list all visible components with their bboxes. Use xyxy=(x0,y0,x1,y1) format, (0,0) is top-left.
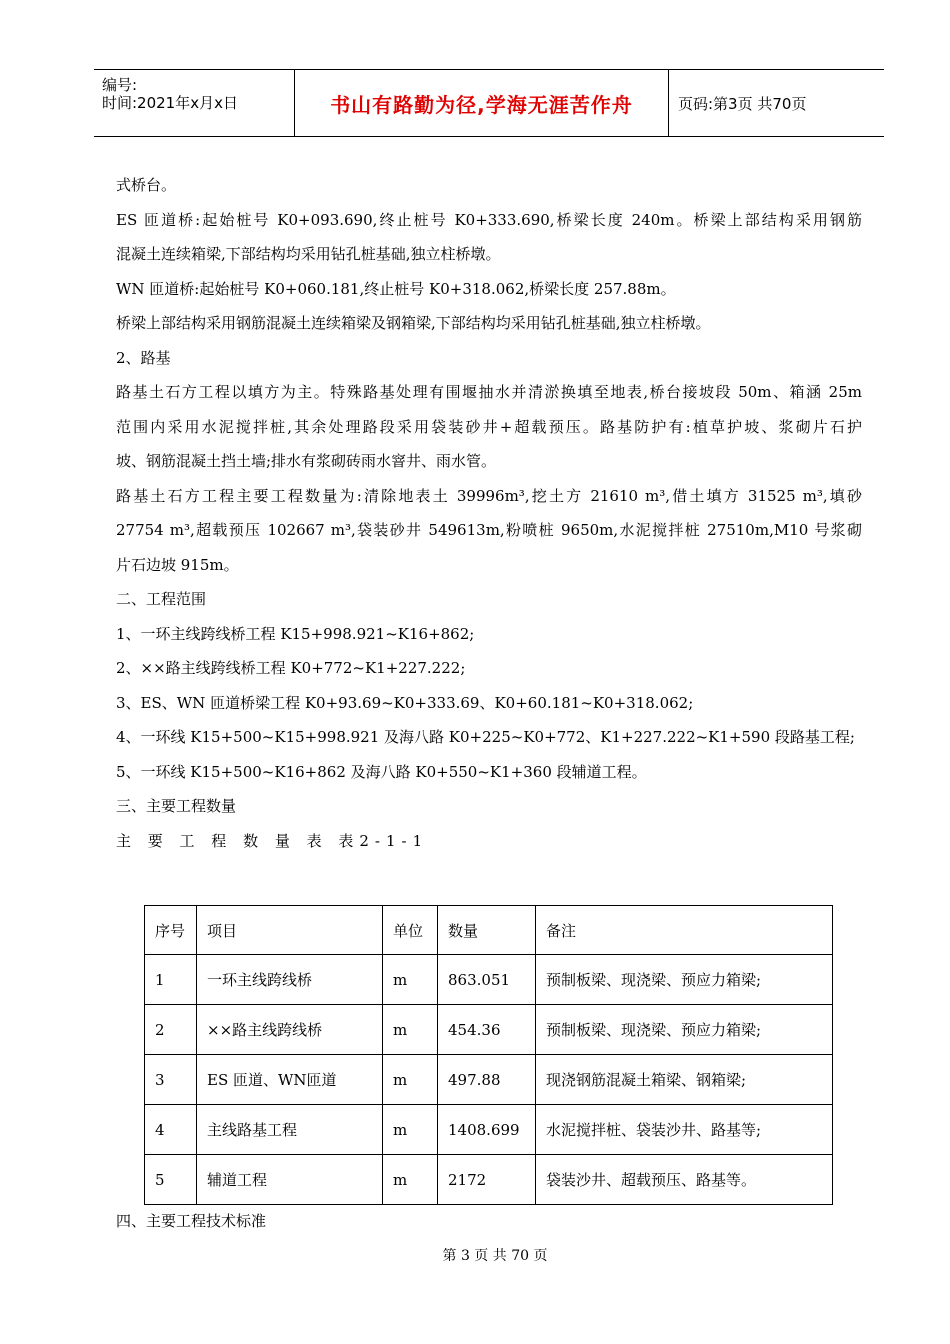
page-label: 页码:第3页 共70页 xyxy=(678,94,807,113)
table-cell: 袋装沙井、超载预压、路基等。 xyxy=(536,1155,833,1205)
paragraph-line: 范围内采用水泥搅拌桩,其余处理路段采用袋装砂井+超载预压。路基防护有:植草护坡、浆砌片石护 xyxy=(116,417,862,436)
table-cell: 预制板梁、现浇梁、预应力箱梁; xyxy=(536,955,833,1005)
table-cell: m xyxy=(383,1105,438,1155)
list-item: 2、××路主线跨线桥工程 K0+772~K1+227.222; xyxy=(116,659,466,677)
time-label: 时间:2021年x月x日 xyxy=(102,94,238,112)
header-motto-cell xyxy=(294,70,669,136)
table-cell: m xyxy=(383,1055,438,1105)
quantity-table xyxy=(144,905,833,1205)
paragraph-line: 27754 m³,超载预压 102667 m³,袋装砂井 549613m,粉喷桩 9650m,水泥搅拌桩 27510m,M10 号浆砌 xyxy=(116,521,862,539)
table-cell: m xyxy=(383,1155,438,1205)
section-heading: 三、主要工程数量 xyxy=(116,797,237,815)
header-meta xyxy=(94,70,294,136)
table-header-cell: 项目 xyxy=(197,906,383,955)
table-header-cell: 序号 xyxy=(145,906,197,955)
table-cell: ××路主线跨线桥 xyxy=(197,1005,383,1055)
table-cell: 一环主线跨线桥 xyxy=(197,955,383,1005)
table-cell: m xyxy=(383,1005,438,1055)
paragraph-line: 路基土石方工程主要工程数量为:清除地表土 39996m³,挖土方 21610 m³,借土填方 31525 m³,填砂 xyxy=(116,486,862,505)
section-heading: 四、主要工程技术标准 xyxy=(116,1212,267,1230)
paragraph-line: 混凝土连续箱梁,下部结构均采用钻孔桩基础,独立柱桥墩。 xyxy=(116,245,501,263)
list-item: 4、一环线 K15+500~K15+998.921 及海八路 K0+225~K0+772、K1+227.222~K1+590 段路基工程; xyxy=(116,728,855,746)
section-heading: 二、工程范围 xyxy=(116,590,207,608)
table-cell: 水泥搅拌桩、袋装沙井、路基等; xyxy=(536,1105,833,1155)
table-row xyxy=(145,1055,833,1105)
table-cell: m xyxy=(383,955,438,1005)
table-cell: 863.051 xyxy=(438,955,536,1005)
table-header-row xyxy=(145,906,833,955)
paragraph-line: 路基土石方工程以填方为主。特殊路基处理有围堰抽水并清淤换填至地表,桥台接坡段 50m、箱涵 25m xyxy=(116,383,862,401)
motto-text: 书山有路勤为径,学海无涯苦作舟 xyxy=(330,92,633,117)
table-cell: 辅道工程 xyxy=(197,1155,383,1205)
table-cell: 主线路基工程 xyxy=(197,1105,383,1155)
paragraph-line: 片石边坡 915m。 xyxy=(116,555,239,574)
table-row xyxy=(145,955,833,1005)
table-caption: 主 要 工 程 数 量 表 表2-1-1 xyxy=(116,831,429,850)
paragraph-line: 坡、钢筋混凝土挡土墙;排水有浆砌砖雨水窨井、雨水管。 xyxy=(116,452,497,470)
table-cell: 497.88 xyxy=(438,1055,536,1105)
section-heading: 2、路基 xyxy=(116,348,171,367)
list-item: 1、一环主线跨线桥工程 K15+998.921~K16+862; xyxy=(116,624,475,643)
paragraph-line: WN 匝道桥:起始桩号 K0+060.181,终止桩号 K0+318.062,桥梁长度 257.88m。 xyxy=(116,279,676,298)
table-cell: 现浇钢筋混凝土箱梁、钢箱梁; xyxy=(536,1055,833,1105)
table-cell: 3 xyxy=(145,1055,197,1105)
table-cell: 1408.699 xyxy=(438,1105,536,1155)
table-cell: ES 匝道、WN匝道 xyxy=(197,1055,383,1105)
header-page-cell xyxy=(668,70,884,136)
paragraph-line: 桥梁上部结构采用钢筋混凝土连续箱梁及钢箱梁,下部结构均采用钻孔桩基础,独立柱桥墩。 xyxy=(116,314,711,332)
table-row xyxy=(145,1105,833,1155)
page-footer: 第 3 页 共 70 页 xyxy=(442,1248,548,1264)
table-cell: 1 xyxy=(145,955,197,1005)
table-row xyxy=(145,1155,833,1205)
table-header-cell: 数量 xyxy=(438,906,536,955)
table-row xyxy=(145,1005,833,1055)
table-header-cell: 单位 xyxy=(383,906,438,955)
table-cell: 5 xyxy=(145,1155,197,1205)
list-item: 3、ES、WN 匝道桥梁工程 K0+93.69~K0+333.69、K0+60.181~K0+318.062; xyxy=(116,693,694,712)
table-header-cell: 备注 xyxy=(536,906,833,955)
paragraph-line: 式桥台。 xyxy=(116,176,177,194)
list-item: 5、一环线 K15+500~K16+862 及海八路 K0+550~K1+360 段辅道工程。 xyxy=(116,762,647,781)
table-cell: 454.36 xyxy=(438,1005,536,1055)
paragraph-line: ES 匝道桥:起始桩号 K0+093.690,终止桩号 K0+333.690,桥梁长度 240m。桥梁上部结构采用钢筋 xyxy=(116,210,862,229)
table-cell: 2 xyxy=(145,1005,197,1055)
table-cell: 2172 xyxy=(438,1155,536,1205)
document-body xyxy=(116,168,862,858)
table-cell: 4 xyxy=(145,1105,197,1155)
table-cell: 预制板梁、现浇梁、预应力箱梁; xyxy=(536,1005,833,1055)
code-label: 编号: xyxy=(102,76,138,94)
page-header xyxy=(94,69,884,137)
